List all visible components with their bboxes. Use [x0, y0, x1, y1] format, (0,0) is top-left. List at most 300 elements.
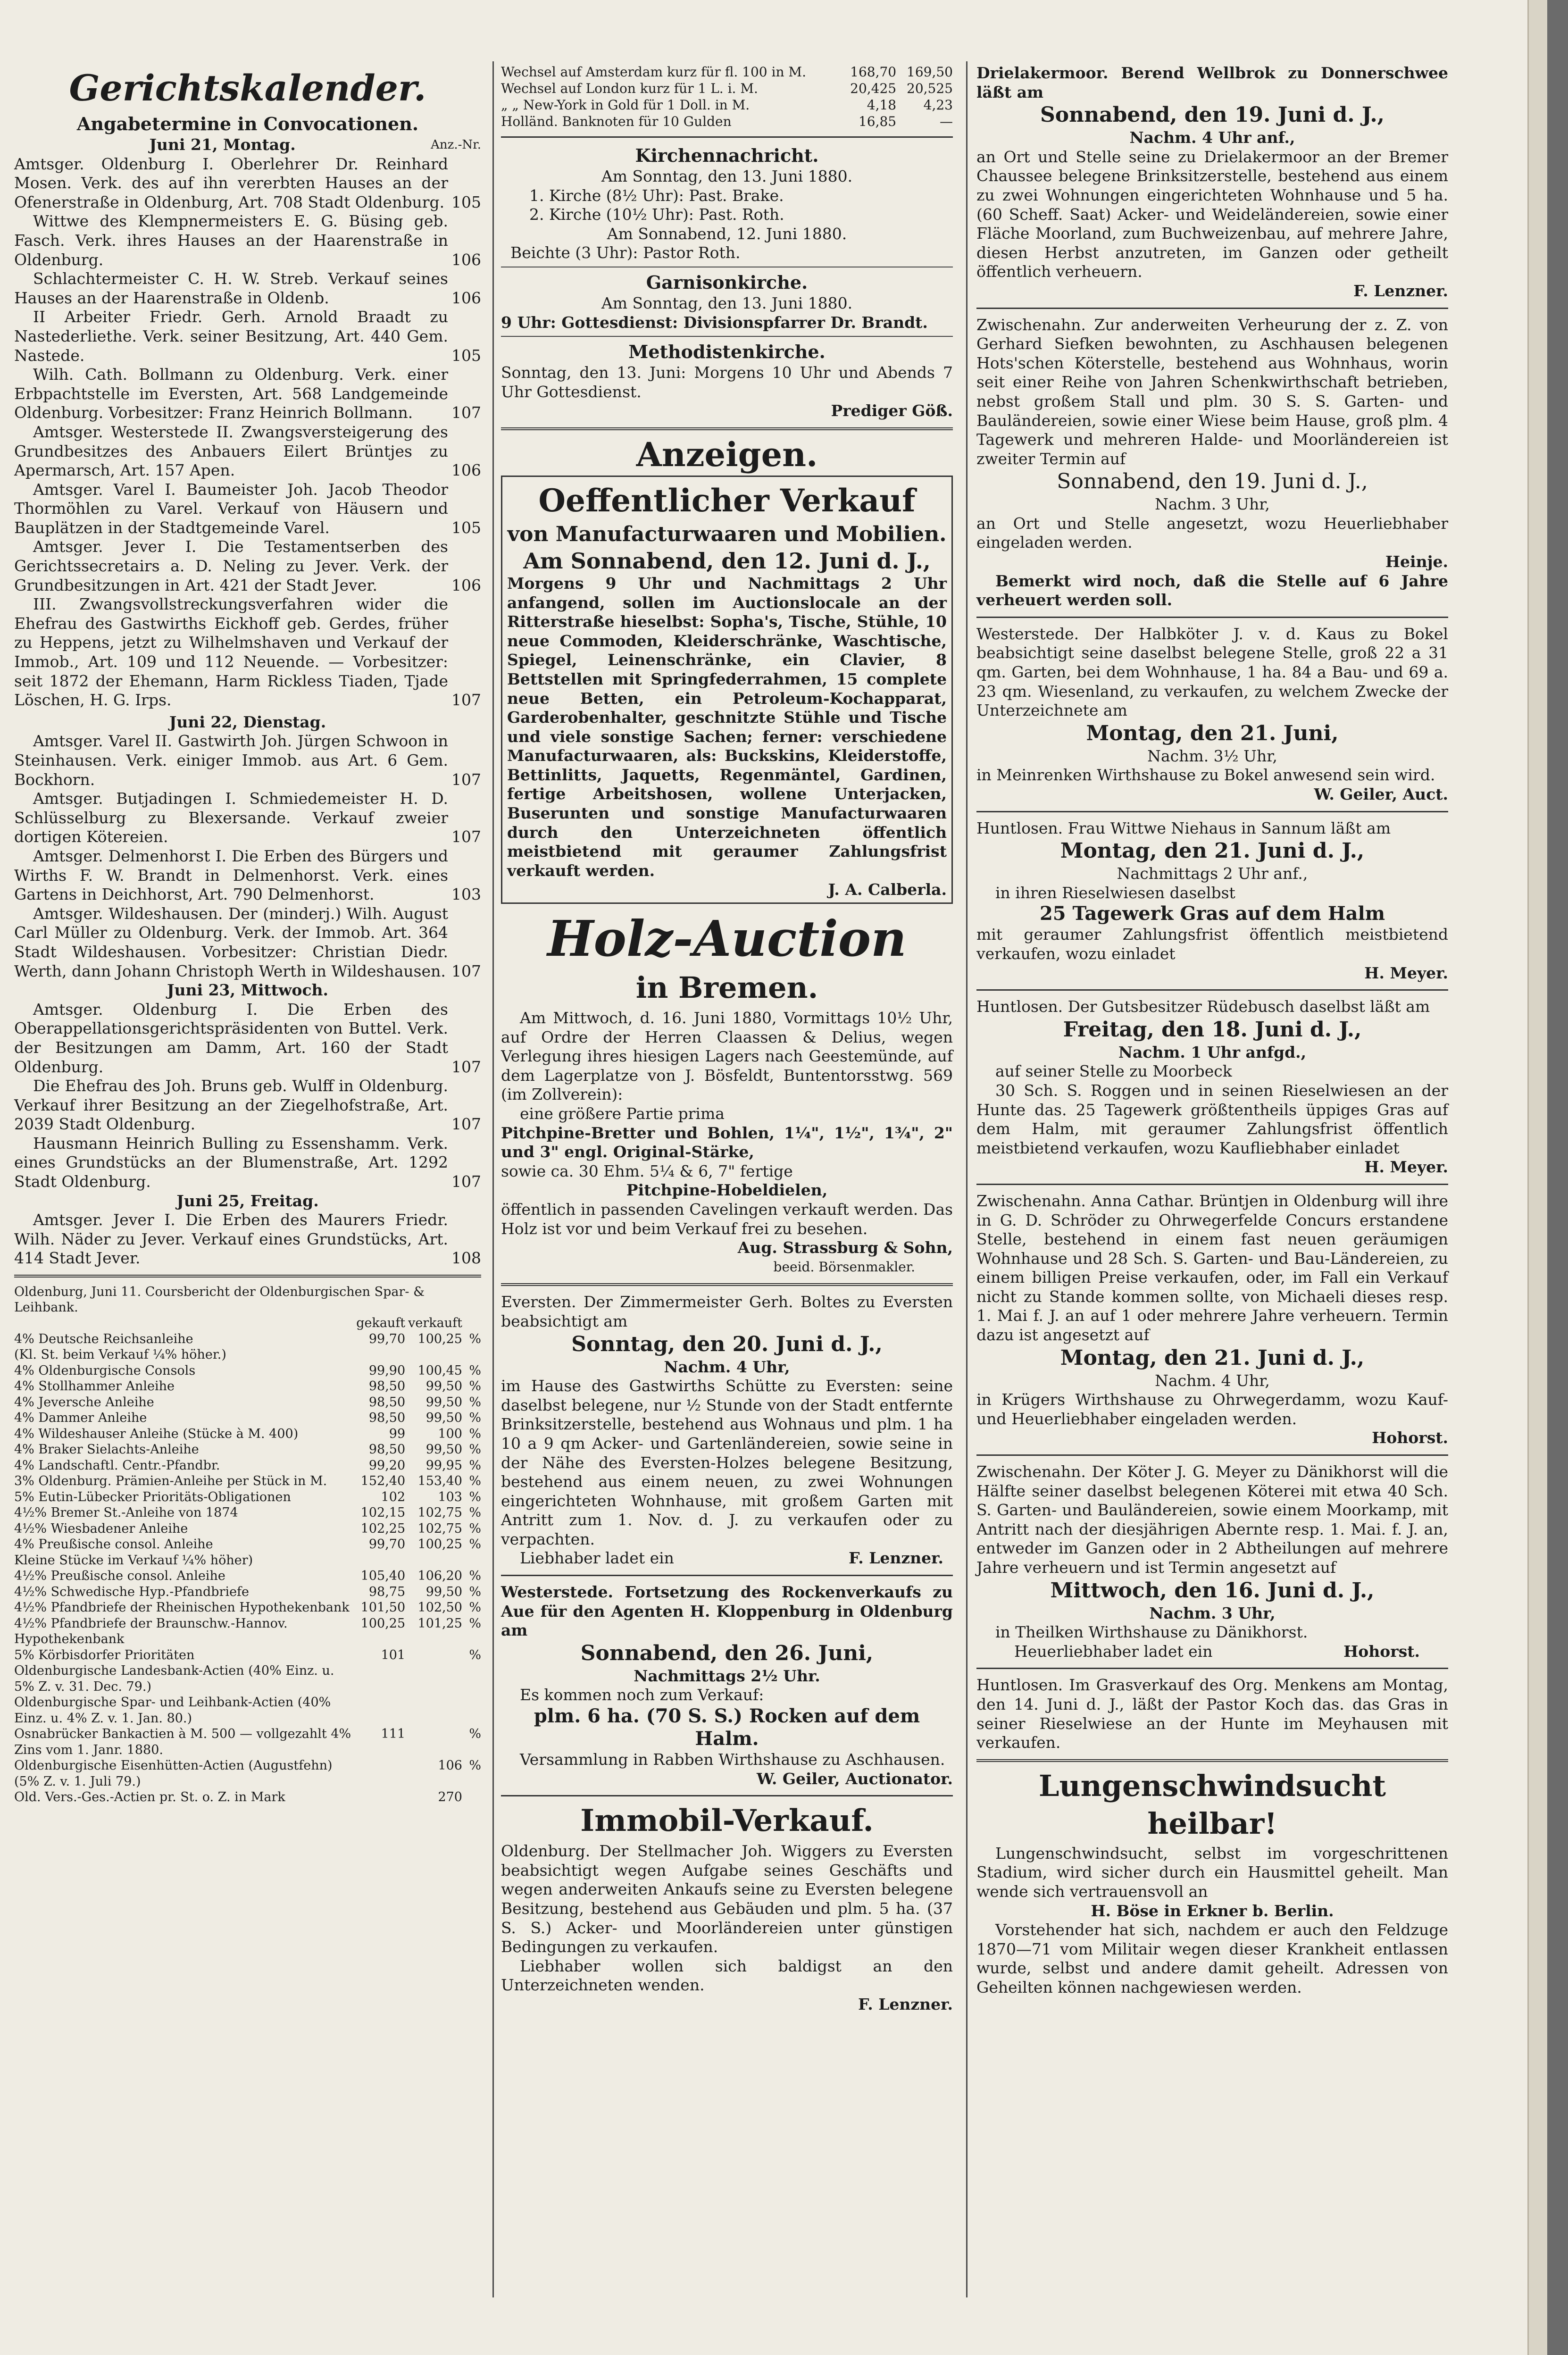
- course-cell-name: Kleine Stücke im Verkauf ¼% höher): [14, 1553, 253, 1568]
- course-cell-sell: 103: [438, 1489, 462, 1504]
- ad-immobil: [501, 1803, 953, 2014]
- ads-title: Anzeigen.: [636, 434, 818, 474]
- course-cell-sell: 99,50: [425, 1584, 462, 1599]
- course-row: [14, 1395, 481, 1411]
- course-cell-unit: %: [469, 1727, 481, 1742]
- course-cell-name: 4% Oldenburgische Consols: [14, 1363, 196, 1378]
- section-divider: [501, 1575, 953, 1576]
- ad-text: Zwischenahn. Der Köter J. G. Meyer zu Dänikhorst will die Hälfte seiner daselbst belegenen Köterei mit etwa 40 Sch. S. Garten- und Bauländereien, sowie einem Moorkamp, mit Antritt nach der diesjährigen Abernte resp. 1. Mai. f. J. an, entweder im Ganzen oder in 2 Abtheilungen auf mehrere Jahre verheuern und ist Termin angesetzt auf: [976, 1462, 1448, 1577]
- course-cell-name: 4% Braker Sielachts-Anleihe: [14, 1442, 199, 1457]
- section-divider: [976, 811, 1448, 812]
- ad-date: Sonnabend, den 19. Juni d. J.,: [1057, 469, 1368, 494]
- course-cell-buy: 98,50: [368, 1395, 406, 1410]
- course-cell-sell: 100,25: [417, 1331, 462, 1346]
- course-cell-sell: 106: [438, 1758, 462, 1773]
- course-row: [14, 1600, 481, 1616]
- ad-date: Freitag, den 18. Juni d. J.,: [1063, 1017, 1362, 1042]
- course-cell-sell: 100: [438, 1426, 462, 1441]
- course-cell-name: 4½% Schwedische Hyp.-Pfandbriefe: [14, 1584, 250, 1599]
- ad-line: in Theilken Wirthshause zu Dänikhorst.: [995, 1623, 1308, 1642]
- ad-time: Nachm. 3 Uhr,: [1155, 495, 1270, 514]
- ad-text: Huntlosen. Frau Wittwe Niehaus in Sannum läßt am: [976, 818, 1391, 837]
- page-edge: [1527, 0, 1547, 2355]
- ad-line: öffentlich in passenden Cavelingen verkauft werden. Das Holz ist vor und beim Verkauf frei zu besehen.: [501, 1200, 953, 1238]
- course-row: [14, 1758, 481, 1789]
- course-cell-sell: 106,20: [417, 1569, 462, 1584]
- church-saturday: Am Sonnabend, 12. Juni 1880.: [607, 224, 847, 243]
- ad-text: Am Mittwoch, d. 16. Juni 1880, Vormittags 10½ Uhr, auf Ordre der Herren Claassen & Delius, wegen Verlegung ihres hiesigen Lagers nach Geestemünde, auf dem Lagerplatze von J. Bösfeldt, Buntentorsstwg. 569 (im Zollverein):: [501, 1009, 953, 1104]
- calendar-entry: Wittwe des Klempnermeisters E. G. Büsing geb. Fasch. Verk. ihres Hauses an der Haarenstraße in Oldenburg. 106: [14, 212, 481, 269]
- course-cell-buy: 98,50: [368, 1411, 406, 1426]
- course-cell-name: (Kl. St. beim Verkauf ¼% höher.): [14, 1347, 226, 1362]
- course-cell-name: Oldenburgische Landesbank-Actien (40% Einz. u. 5% Z. v. 31. Dec. 79.): [14, 1663, 334, 1694]
- course-cell-buy: 101: [381, 1647, 406, 1662]
- exchange-cell-buy: 4,18: [867, 97, 897, 113]
- course-row: [14, 1458, 481, 1474]
- section-divider: [501, 136, 953, 138]
- calendar-entry: Amtsger. Oldenburg I. Die Erben des Oberappellationsgerichtspräsidenten von Buttel. Verk. der Besitzungen am Damm, Art. 160 der Stadt Oldenburg. 107: [14, 1000, 481, 1076]
- course-row: [14, 1726, 481, 1758]
- ad-huntlosen-1: [976, 819, 1448, 983]
- course-cell-sell: [405, 1553, 462, 1569]
- section-divider: [14, 1275, 481, 1278]
- anz-nr-label: Anz.-Nr.: [431, 138, 481, 152]
- course-row: [14, 1537, 481, 1553]
- ad-title-2: heilbar!: [1147, 1806, 1277, 1841]
- course-row: [14, 1647, 481, 1663]
- ad-date: Mittwoch, den 16. Juni d. J.,: [1050, 1578, 1375, 1603]
- calendar-entry: Amtsger. Oldenburg I. Oberlehrer Dr. Reinhard Mosen. Verk. des auf ihn vererbten Hauses an der Ofenerstraße in Oldenburg, Art. 708 Stadt Oldenburg. 105: [14, 154, 481, 211]
- course-cell-sell: 99,50: [425, 1379, 462, 1394]
- course-cell-name: 3% Oldenburg. Prämien-Anleihe per Stück in M.: [14, 1474, 327, 1489]
- ad-bold-line: 25 Tagewerk Gras auf dem Halm: [1039, 902, 1385, 925]
- exchange-cell-sell: —: [940, 114, 953, 129]
- course-cell-sell: 102,75: [417, 1505, 462, 1520]
- ad-text: mit geraumer Zahlungsfrist öffentlich meistbietend verkaufen, wozu einladet: [976, 925, 1448, 963]
- course-row: [14, 1663, 481, 1695]
- course-cell-unit: %: [469, 1395, 481, 1410]
- section-divider: [976, 1184, 1448, 1185]
- exchange-table-body: [501, 64, 953, 130]
- course-cell-buy: [353, 1347, 405, 1363]
- ad-text: Morgens 9 Uhr und Nachmittags 2 Uhr anfangend, sollen im Auctionslocale an der Ritterstraße hieselbst: Sopha's, Tische, Stühle, 10 neue Commoden, Kleiderschränke, Waschtische, Spiegel, Leinenschränke, ein Clavier, 8 Bettstellen mit Springfederrahmen, 15 complete neue Betten, ein Petroleum-Kochapparat, Garderobenhalter, geschnitzte Stühle und Tische und viele sonstige Sachen; ferner: verschiedene Manufacturwaaren, als: Buckskins, Kleiderstoffe, Bettinlitts, Jaquetts, Regenmäntel, Gardinen, fertige Arbeitshosen, wollene Unterjacken, Buserunten und sonstige Manufacturwaaren durch den Unterzeichneten öffentlich meistbietend mit geraumer Zahlungsfrist verkauft werden.: [507, 574, 947, 880]
- ad-title: Oeffentlicher Verkauf: [538, 482, 916, 519]
- exchange-cell-buy: 16,85: [858, 114, 897, 129]
- ad-text: Eversten. Der Zimmermeister Gerh. Boltes zu Eversten beabsichtigt am: [501, 1293, 953, 1330]
- course-cell-sell: 99,50: [425, 1395, 462, 1410]
- ad-text: Vorstehender hat sich, nachdem er auch den Feldzuge 1870—71 vom Militair wegen dieser Krankheit entlassen wurde, selbst und andere damit geheilt. Adressen von Geheilten können nachgewiesen werden.: [976, 1921, 1448, 1996]
- ad-signature: F. Lenzner.: [858, 1995, 953, 2013]
- ad-huntlosen-2: [976, 997, 1448, 1177]
- course-cell-unit: %: [469, 1331, 481, 1346]
- course-cell-sell: 99,95: [425, 1458, 462, 1473]
- section-divider: [976, 989, 1448, 991]
- course-cell-buy: [353, 1695, 405, 1726]
- ad-timber-auction: [501, 910, 953, 1277]
- church-title: Kirchennachricht.: [635, 145, 819, 166]
- ad-signature: Heinje.: [1385, 552, 1448, 571]
- church-service-2: 2. Kirche (10½ Uhr): Past. Roth.: [529, 205, 784, 224]
- course-cell-buy: 102,15: [360, 1505, 406, 1520]
- column-divider-1: [492, 61, 494, 2297]
- course-cell-unit: %: [469, 1600, 481, 1615]
- ad-lungenschwindsucht: [976, 1769, 1448, 1997]
- calendar-entry: Schlachtermeister C. H. W. Streb. Verkauf seines Hauses an der Haarenstraße in Oldenb. 106: [14, 269, 481, 307]
- section-divider: [976, 617, 1448, 618]
- ad-line: Es kommen noch zum Verkauf:: [520, 1686, 764, 1704]
- ad-signature-title: beeid. Börsenmakler.: [773, 1259, 915, 1275]
- section-divider: [501, 1795, 953, 1796]
- section-divider: [501, 1283, 953, 1286]
- ad-westerstede-rocken: [501, 1583, 953, 1788]
- calendar-entry: Amtsger. Varel II. Gastwirth Joh. Jürgen Schwoon in Steinhausen. Verk. einiger Immob. aus Art. 6 Gem. Bockhorn. 107: [14, 732, 481, 789]
- ad-text: Versammlung in Rabben Wirthshause zu Aschhausen.: [520, 1750, 945, 1769]
- course-cell-name: 4½% Preußische consol. Anleihe: [14, 1569, 225, 1584]
- ad-text: in Meinrenken Wirthshause zu Bokel anwesend sein wird.: [976, 766, 1435, 785]
- course-cell-sell: 153,40: [417, 1474, 462, 1489]
- ad-text: Zwischenahn. Zur anderweiten Verheurung der z. Z. von Gerhard Siefken bewohnten, zu Aschhausen belegenen Hots'schen Köterstelle, bestehend aus Wohnhaus, worin seit einer Reihe von Jahren Schenkwirthschaft betrieben, nebst großem Stall und plm. 30 S. S. Garten- und Bauländereien, sowie einer Wiese beim Hause, groß plm. 4 Tagewerk und mehreren Halde- und Moorländereien ist zweiter Termin auf: [976, 315, 1448, 468]
- course-cell-unit: %: [469, 1505, 481, 1520]
- course-cell-sell: [405, 1647, 462, 1663]
- day-date: Juni 25, Freitag.: [176, 1191, 319, 1210]
- course-cell-unit: %: [469, 1363, 481, 1378]
- course-cell-sell: [405, 1663, 462, 1695]
- section-divider: [976, 1759, 1448, 1762]
- ad-line: in ihren Rieselwiesen daselbst: [995, 883, 1235, 902]
- section-divider: [976, 1668, 1448, 1669]
- ad-text: Huntlosen. Der Gutsbesitzer Rüdebusch daselbst läßt am: [976, 997, 1430, 1016]
- ad-time: Nachmittags 2½ Uhr.: [634, 1666, 820, 1685]
- course-row: [14, 1378, 481, 1395]
- course-row: [14, 1553, 481, 1569]
- course-cell-unit: %: [469, 1647, 481, 1662]
- course-cell-name: Oldenburgische Spar- und Leihbank-Actien (40% Einz. u. 4% Z. v. 1. Jan. 80.): [14, 1695, 331, 1726]
- ad-signature-line: Heuerliebhaber ladet ein Hohorst.: [1014, 1642, 1420, 1661]
- course-cell-name: Oldenburgische Eisenhütten-Actien (Augustfehn) (5% Z. v. 1. Juli 79.): [14, 1758, 333, 1789]
- exchange-cell-name: Wechsel auf London kurz für 1 L. i. M.: [501, 81, 758, 96]
- ad-text: Westerstede. Fortsetzung des Rockenverkaufs zu Aue für den Agenten H. Kloppenburg in Oldenburg am: [501, 1583, 953, 1640]
- course-cell-unit: %: [469, 1474, 481, 1489]
- calendar-entry: Hausmann Heinrich Bulling zu Essenshamm. Verk. eines Grundstücks an der Blumenstraße, Art. 1292 Stadt Oldenburg. 107: [14, 1134, 481, 1191]
- exchange-row: [501, 113, 953, 130]
- course-cell-buy: 99,20: [368, 1458, 406, 1473]
- course-cell-buy: [353, 1663, 405, 1695]
- ad-eversten: [501, 1293, 953, 1568]
- ad-signature: Aug. Strassburg & Sohn,: [737, 1238, 953, 1257]
- ad-text: Huntlosen. Im Grasverkauf des Org. Menkens am Montag, den 14. Juni d. J., läßt der Pastor Koch das. das Gras in seiner Rieselwiese an der Hunte im Meyhausen mit verkaufen.: [976, 1676, 1448, 1752]
- calendar-entry: Die Ehefrau des Joh. Bruns geb. Wulff in Oldenburg. Verkauf ihrer Besitzung an der Ziegelhofstraße, Art. 2039 Stadt Oldenburg. 107: [14, 1077, 481, 1134]
- garrison-service: 9 Uhr: Gottesdienst: Divisionspfarrer Dr. Brandt.: [501, 313, 928, 332]
- ad-signature-line: Liebhaber ladet ein F. Lenzner.: [520, 1549, 943, 1568]
- course-row: [14, 1426, 481, 1442]
- calendar-entry: Amtsger. Wildeshausen. Der (minderj.) Wilh. August Carl Müller zu Oldenburg. Verk. der Immob. Art. 364 Stadt Wildeshausen. Vorbesitzer: Christian Diedr. Werth, dann Johann Christoph Werth in Wildeshausen. 107: [14, 904, 481, 980]
- ad-signature: J. A. Calberla.: [828, 880, 947, 899]
- garrison-date: Am Sonntag, den 13. Juni 1880.: [601, 293, 853, 312]
- ad-date: Montag, den 21. Juni d. J.,: [1060, 839, 1365, 863]
- course-cell-unit: %: [469, 1379, 481, 1394]
- exchange-row: [501, 80, 953, 97]
- church-sunday: Am Sonntag, den 13. Juni 1880.: [601, 167, 853, 185]
- course-cell-name: Osnabrücker Bankactien à M. 500 — vollgezahlt 4% Zins vom 1. Janr. 1880.: [14, 1727, 351, 1757]
- ad-zwischenahn-2: [976, 1192, 1448, 1448]
- course-cell-unit: %: [469, 1521, 481, 1536]
- day-date: Juni 23, Mittwoch.: [167, 981, 329, 1000]
- church-beichte: Beichte (3 Uhr): Pastor Roth.: [510, 243, 741, 262]
- exchange-row: [501, 97, 953, 113]
- ad-signature: W. Geiler, Auct.: [1314, 785, 1448, 803]
- ad-time: Nachm. 4 Uhr,: [664, 1357, 790, 1376]
- ad-title: Lungenschwindsucht: [1038, 1768, 1386, 1803]
- exchange-table: [501, 64, 953, 130]
- court-calendar-subtitle: Angabetermine in Convocationen.: [76, 113, 419, 134]
- church-section: [501, 144, 953, 421]
- ad-subtitle: von Manufacturwaaren und Mobilien.: [507, 522, 947, 546]
- ad-time: Nachm. 4 Uhr anf.,: [1129, 128, 1295, 147]
- day-2-entries: [14, 732, 481, 981]
- ad-text: Zwischenahn. Anna Cathar. Brüntjen in Oldenburg will ihre in G. D. Schröder zu Ohrwegerfelde Concurs erstandene Stelle, bestehend in einem fast neuen geräumigen Wohnhause und 28 Sch. S. Garten- und Bau-Ländereien, zu einem billigen Preise verkaufen, oder, im Fall ein Verkauf nicht zu Stande kommen sollte, von Michaeli dieses resp. 1. Mai f. J. an auf 1 oder mehrere Jahre verheuern. Termin dazu ist angesetzt auf: [976, 1191, 1448, 1345]
- calendar-entry: II Arbeiter Friedr. Gerh. Arnold Braadt zu Nastederliethe. Verk. seiner Besitzung, Art. 440 Gem. Nastede. 105: [14, 308, 481, 365]
- exchange-cell-name: Wechsel auf Amsterdam kurz für fl. 100 in M.: [501, 64, 806, 80]
- course-cell-name: 4½% Wiesbadener Anleihe: [14, 1521, 188, 1536]
- course-cell-buy: [353, 1789, 405, 1805]
- course-cell-name: 4½% Pfandbriefe der Braunschw.-Hannov. Hypothekenbank: [14, 1616, 288, 1647]
- course-row: [14, 1584, 481, 1600]
- course-cell-unit: %: [469, 1758, 481, 1773]
- column-2: [501, 64, 953, 2014]
- exchange-cell-sell: 169,50: [907, 64, 953, 80]
- column-divider-2: [966, 61, 967, 2297]
- course-row: [14, 1505, 481, 1521]
- ad-line: Pitchpine-Bretter und Bohlen, 1¼", 1½", 1¾", 2" und 3" engl. Original-Stärke,: [501, 1123, 953, 1161]
- course-row: [14, 1616, 481, 1647]
- course-table-head: gekauft verkauft: [356, 1316, 462, 1331]
- day-header-1: [14, 135, 481, 155]
- course-cell-unit: [462, 1695, 481, 1726]
- course-cell-buy: 101,50: [360, 1600, 406, 1615]
- course-cell-sell: 102,75: [417, 1521, 462, 1536]
- exchange-row: [501, 64, 953, 80]
- course-cell-name: 4½% Pfandbriefe der Rheinischen Hypothekenbank: [14, 1600, 350, 1615]
- ad-note: Bemerkt wird noch, daß die Stelle auf 6 Jahre verheuert werden soll.: [976, 571, 1448, 610]
- exchange-cell-name: „ „ New-York in Gold für 1 Doll. in M.: [501, 97, 750, 113]
- course-cell-buy: 99: [389, 1426, 406, 1441]
- course-cell-unit: [462, 1553, 481, 1569]
- ad-text: Lungenschwindsucht, selbst im vorgeschrittenen Stadium, wird sicher durch ein Hausmittel geheilt. Man wende sich vertrauensvoll an: [976, 1844, 1448, 1901]
- course-cell-name: 4% Landschaftl. Centr.-Pfandbr.: [14, 1458, 220, 1473]
- section-divider: [501, 427, 953, 430]
- church-service-1: 1. Kirche (8½ Uhr): Past. Brake.: [529, 186, 784, 205]
- ad-line: Pitchpine-Hobeldielen,: [626, 1181, 828, 1200]
- ad-signature: H. Meyer.: [1364, 963, 1448, 982]
- course-report-header: Oldenburg, Juni 11. Coursbericht der Oldenburgischen Spar- & Leihbank.: [14, 1285, 425, 1315]
- ad-signature: F. Lenzner.: [1353, 281, 1448, 300]
- course-cell-name: 4% Preußische consol. Anleihe: [14, 1537, 213, 1552]
- ad-title: Immobil-Verkauf.: [580, 1803, 874, 1839]
- ad-drielakermoor: [976, 64, 1448, 301]
- section-divider: [976, 308, 1448, 309]
- day-4-entries: [14, 1211, 481, 1268]
- course-cell-buy: 98,75: [368, 1584, 406, 1599]
- course-cell-unit: [462, 1347, 481, 1363]
- ad-date: Montag, den 21. Juni,: [1086, 721, 1339, 745]
- ad-address: H. Böse in Erkner b. Berlin.: [1091, 1901, 1334, 1920]
- course-cell-sell: 100,25: [417, 1537, 462, 1552]
- ad-line: sowie ca. 30 Ehm. 5¼ & 6, 7" fertige: [501, 1161, 793, 1180]
- course-cell-sell: [405, 1347, 462, 1363]
- course-cell-sell: [405, 1695, 462, 1726]
- ad-text: an Ort und Stelle angesetzt, wozu Heuerliebhaber eingeladen werden.: [976, 514, 1448, 552]
- calendar-entry: Amtsger. Westerstede II. Zwangsversteigerung des Grundbesitzes des Anbauers Eilert Brüntjes zu Apermarsch, Art. 157 Apen. 106: [14, 422, 481, 480]
- ad-text: in Krügers Wirthshause zu Ohrwegerdamm, wozu Kauf- und Heuerliebhaber eingeladen werden.: [976, 1390, 1448, 1428]
- ad-text: im Hause des Gastwirths Schütte zu Eversten: seine daselbst belegene, nur ½ Stunde von der Stadt entfernte Brinksitzerstelle, bestehend aus Wohnaus und plm. 1 ha 10 a 9 qm Acker- und Gartenländereien, sowie seine in der Nähe des Eversten-Holzes belegene Besitzung, bestehend aus einem neuen, zu zwei Wohnungen eingerichteten Wohnhause, mit großem Garten mit Antritt zum 1. Nov. d. J. zu verkaufen oder zu verpachten.: [501, 1377, 953, 1548]
- course-cell-name: 4% Jeversche Anleihe: [14, 1395, 154, 1410]
- course-cell-sell: 99,50: [425, 1442, 462, 1457]
- course-cell-unit: %: [469, 1569, 481, 1584]
- ad-text: 30 Sch. S. Roggen und in seinen Rieselwiesen an der Hunte das. 25 Tagewerk größtentheils üppiges Gras auf dem Halm, mit geraumer Zahlungsfrist öffentlich meistbietend verkaufen, wozu Kaufliebhaber einladet: [976, 1081, 1448, 1157]
- ad-date: Sonntag, den 20. Juni d. J.,: [571, 1332, 883, 1356]
- course-cell-name: 4% Stollhammer Anleihe: [14, 1379, 175, 1394]
- day-3-entries: [14, 1000, 481, 1192]
- ad-line: auf seiner Stelle zu Moorbeck: [995, 1062, 1232, 1081]
- ad-date: Am Sonnabend, den 12. Juni d. J.,: [523, 548, 931, 574]
- exchange-cell-name: Holländ. Banknoten für 10 Gulden: [501, 114, 732, 129]
- course-cell-name: Old. Vers.-Ges.-Actien pr. St. o. Z. in Mark: [14, 1790, 285, 1805]
- course-cell-name: 4% Wildeshauser Anleihe (Stücke à M. 400): [14, 1426, 299, 1441]
- course-cell-unit: %: [469, 1584, 481, 1599]
- course-row: [14, 1789, 481, 1805]
- ad-signature: H. Meyer.: [1364, 1158, 1448, 1177]
- ad-line: plm. 6 ha. (70 S. S.) Rocken auf dem Halm.: [534, 1705, 920, 1750]
- ad-signature: W. Geiler, Auctionator.: [756, 1769, 953, 1788]
- calendar-entry: Amtsger. Jever I. Die Erben des Maurers Friedr. Wilh. Näder zu Jever. Verkauf eines Grundstücks, Art. 414 Stadt Jever. 108: [14, 1211, 481, 1268]
- exchange-cell-sell: 4,23: [923, 97, 953, 113]
- garrison-title: Garnisonkirche.: [646, 271, 808, 293]
- exchange-cell-buy: 168,70: [850, 64, 897, 80]
- course-row: [14, 1489, 481, 1505]
- ad-huntlosen-3: [976, 1676, 1448, 1752]
- course-cell-unit: %: [469, 1426, 481, 1441]
- course-row: [14, 1331, 481, 1347]
- course-cell-unit: %: [469, 1489, 481, 1504]
- calendar-entry: Amtsger. Delmenhorst I. Die Erben des Bürgers und Wirths F. W. Brandt in Delmenhorst. Verk. eines Gartens in Deichhorst, Art. 790 Delmenhorst. 103: [14, 846, 481, 904]
- course-row: [14, 1568, 481, 1584]
- calendar-entry: III. Zwangsvollstreckungsverfahren wider die Ehefrau des Gastwirths Eickhoff geb. Gerdes, früher zu Heppens, jetzt zu Wilhelmshaven und Verkauf der Immob., Art. 109 und 112 Neuende. — Vorbesitzer: seit 1872 der Ehemann, Harm Rickless Tiaden, Tjade Löschen, H. G. Irps. 107: [14, 595, 481, 710]
- methodist-title: Methodistenkirche.: [628, 341, 826, 363]
- ad-public-sale: [501, 476, 953, 904]
- ad-place: in Bremen.: [635, 970, 818, 1005]
- court-calendar-title: Gerichtskalender.: [69, 67, 426, 109]
- ad-time: Nachm. 3 Uhr,: [1149, 1603, 1276, 1622]
- column-1: [14, 64, 481, 1805]
- course-cell-sell: [405, 1726, 462, 1758]
- course-table: [14, 1315, 481, 1805]
- course-cell-name: 4% Deutsche Reichsanleihe: [14, 1331, 193, 1346]
- ad-text: Drielakermoor. Berend Wellbrok zu Donnerschwee läßt am: [976, 64, 1448, 101]
- course-cell-buy: [353, 1553, 405, 1569]
- course-row: [14, 1695, 481, 1726]
- course-cell-unit: %: [469, 1411, 481, 1426]
- course-row: [14, 1410, 481, 1426]
- methodist-signature: Prediger Göß.: [831, 401, 953, 420]
- course-cell-unit: %: [469, 1442, 481, 1457]
- course-cell-buy: 98,50: [368, 1379, 406, 1394]
- course-report: [14, 1284, 481, 1805]
- course-cell-sell: 102,50: [417, 1600, 462, 1615]
- ad-text: Oldenburg. Der Stellmacher Joh. Wiggers zu Eversten beabsichtigt wegen Aufgabe seines Geschäfts und wegen anderweiten Ankaufs seine zu Eversten belegene Besitzung, bestehend aus Gebäuden und plm. 5 ha. (37 S. S.) Acker- und Moorländereien unter günstigen Bedingungen zu verkaufen.: [501, 1842, 953, 1956]
- ad-date: Sonnabend, den 19. Juni d. J.,: [1040, 103, 1385, 127]
- calendar-entry: Amtsger. Varel I. Baumeister Joh. Jacob Theodor Thormöhlen zu Varel. Verkauf von Häusern und Bauplätzen in der Stadtgemeinde Varel. 105: [14, 480, 481, 537]
- ad-text: Westerstede. Der Halbköter J. v. d. Kaus zu Bokel beabsichtigt seine daselbst belegene Stelle, groß 22 a 31 qm. Garten, bei dem Wohnhause, 1 ha. 84 a Bau- und 69 a. 23 qm. Wiesenland, zu verkaufen, zu welchem Zwecke der Unterzeichnete am: [976, 624, 1448, 720]
- course-cell-sell: 100,45: [417, 1363, 462, 1378]
- course-row: [14, 1442, 481, 1458]
- day-date: Juni 22, Dienstag.: [169, 712, 326, 731]
- divider: [501, 336, 953, 337]
- ad-line: eine größere Partie prima: [520, 1104, 725, 1123]
- ad-zwischenahn-3: [976, 1462, 1448, 1661]
- course-row: [14, 1473, 481, 1489]
- course-row: [14, 1521, 481, 1537]
- course-cell-buy: 152,40: [360, 1474, 406, 1489]
- ad-text: Liebhaber wollen sich baldigst an den Unterzeichneten wenden.: [501, 1956, 953, 1995]
- course-cell-buy: 100,25: [360, 1616, 406, 1631]
- day-date: Juni 21, Montag.: [149, 135, 296, 154]
- day-1-entries: [14, 155, 481, 710]
- course-cell-buy: 111: [381, 1727, 406, 1742]
- ad-date: Montag, den 21. Juni d. J.,: [1060, 1345, 1365, 1370]
- ad-westerstede-bokel: [976, 625, 1448, 804]
- ad-text: an Ort und Stelle seine zu Drielakermoor an der Bremer Chaussee belegene Brinksitzerstelle, bestehend aus einem zu zwei Wohnungen eingerichteten Wohnhause und 5 ha. (60 Scheff. Saat) Acker- und Weideländereien, sowie einer Fläche Moorland, zum Buchweizenbau, auf mehrere Jahre, diesen Herbst anzutreten, im Ganzen oder getheilt öffentlich verheuern.: [976, 147, 1448, 281]
- course-cell-buy: 99,70: [368, 1537, 406, 1552]
- section-divider: [976, 1454, 1448, 1456]
- course-cell-sell: 101,25: [417, 1616, 462, 1631]
- course-cell-buy: 102: [381, 1489, 406, 1504]
- ad-time: Nachm. 3½ Uhr,: [1147, 746, 1277, 765]
- ad-time: Nachm. 1 Uhr anfgd.,: [1118, 1043, 1307, 1061]
- course-cell-name: 4½% Bremer St.-Anleihe von 1874: [14, 1505, 238, 1520]
- course-cell-name: 5% Körbisdorfer Prioritäten: [14, 1647, 195, 1662]
- course-cell-unit: [462, 1663, 481, 1695]
- exchange-cell-buy: 20,425: [850, 81, 897, 96]
- course-cell-sell: 270: [438, 1790, 462, 1805]
- course-row: [14, 1347, 481, 1363]
- ad-time: Nachm. 4 Uhr,: [1155, 1371, 1270, 1390]
- course-cell-unit: %: [469, 1616, 481, 1631]
- methodist-text: Sonntag, den 13. Juni: Morgens 10 Uhr und Abends 7 Uhr Gottesdienst.: [501, 363, 953, 401]
- ad-time: Nachmittags 2 Uhr anf.,: [1117, 864, 1308, 883]
- course-cell-buy: 102,25: [360, 1521, 406, 1536]
- course-row: [14, 1363, 481, 1379]
- ad-date: Sonnabend, den 26. Juni,: [580, 1641, 874, 1665]
- calendar-entry: Amtsger. Butjadingen I. Schmiedemeister H. D. Schlüsselburg zu Blexersande. Verkauf zweier dortigen Kötereien. 107: [14, 789, 481, 846]
- course-cell-unit: %: [469, 1458, 481, 1473]
- course-cell-buy: [353, 1758, 405, 1789]
- course-cell-name: 5% Eutin-Lübecker Prioritäts-Obligationen: [14, 1489, 291, 1504]
- course-table-body: [14, 1315, 481, 1805]
- calendar-entry: Wilh. Cath. Bollmann zu Oldenburg. Verk. einer Erbpachtstelle im Eversten, Art. 568 Landgemeinde Oldenburg. Vorbesitzer: Franz Heinrich Bollmann. 107: [14, 365, 481, 422]
- course-cell-buy: 99,90: [368, 1363, 406, 1378]
- calendar-entry: Amtsger. Jever I. Die Testamentserben des Gerichtssecretairs a. D. Neling zu Jever. Verk. der Grundbesitzungen in Art. 421 der Stadt Jever. 106: [14, 537, 481, 594]
- course-cell-unit: [462, 1789, 481, 1805]
- column-3: [976, 64, 1448, 1997]
- ad-title: Holz-Auction: [547, 910, 907, 968]
- course-cell-sell: 99,50: [425, 1411, 462, 1426]
- course-cell-name: 4% Dammer Anleihe: [14, 1411, 147, 1426]
- course-cell-unit: %: [469, 1537, 481, 1552]
- course-cell-buy: 105,40: [360, 1569, 406, 1584]
- exchange-cell-sell: 20,525: [907, 81, 953, 96]
- course-cell-buy: 98,50: [368, 1442, 406, 1457]
- course-cell-buy: 99,70: [368, 1331, 406, 1346]
